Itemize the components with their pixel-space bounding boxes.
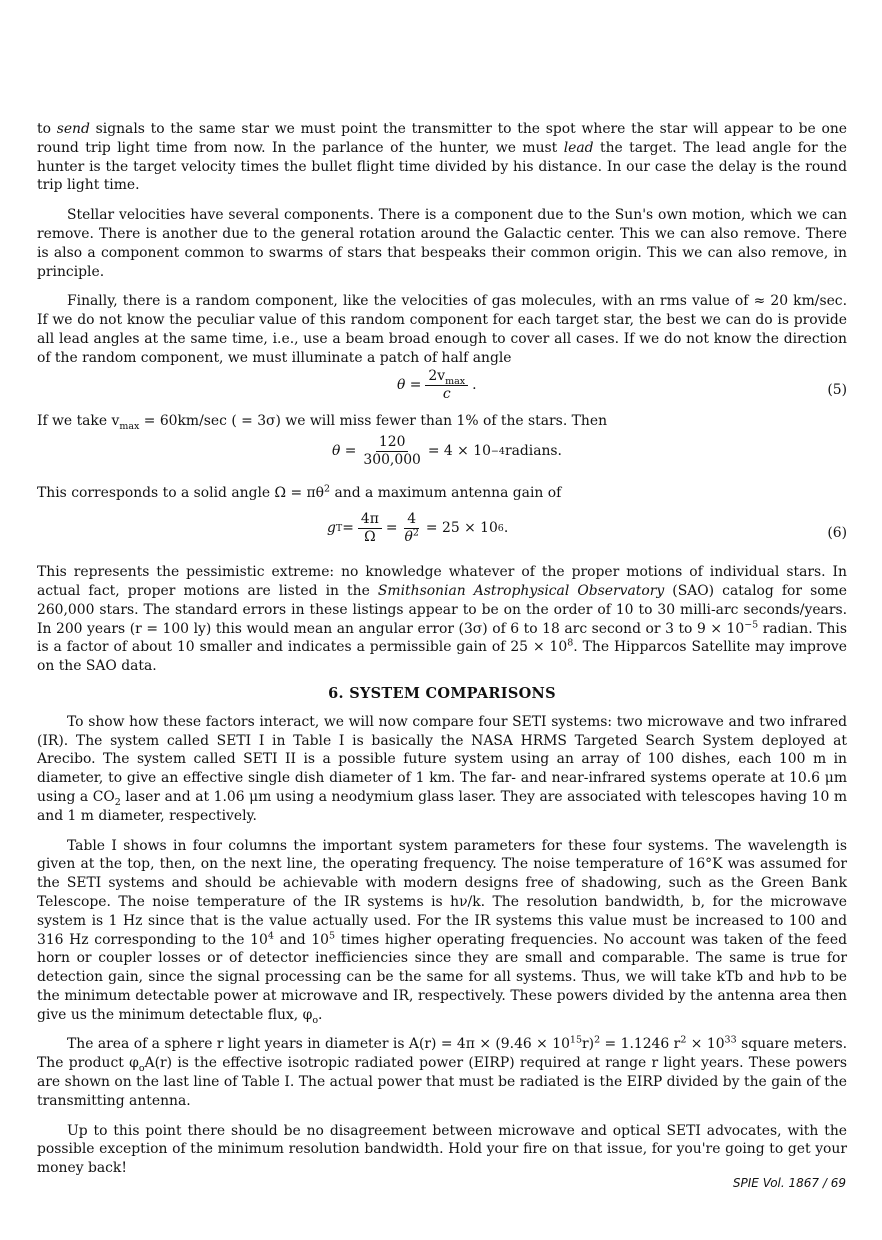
equation-6-number: (6) — [827, 525, 847, 542]
equation-theta: θ = $\frac{120}{300,000}$ = 4 × 10 −4 radians. — [332, 434, 562, 469]
paragraph-sphere-area: The area of a sphere r light years in diameter is $A(r) = 4\pi \times (9.46 \times 10^{15}r)^2 = 1.1246$ $r^2 \times 10^{33}$ square meters. The product $\varphi_oA(r)$ is the effective isotropic radiated power (EIRP) required at range r light years. These powers are shown on the last line of Table I. The actual power that must be radiated is the EIRP divided by the gain of the transmitting antenna. — [37, 1034, 847, 1109]
paragraph-pessimistic: This represents the pessimistic extreme: no knowledge whatever of the proper motions of individual stars. In actual fact, proper motions are listed in the Smithsonian Astrophysical Observatory (SAO) catalog for some 260,000 stars. The standard errors in these listings appear to be on the order of 10 to 30 milli-arc seconds/years. In 200 years (r = 100 ly) this would mean an angular error (3σ) of 6 to 18 arc second or 3 to $9 \times 10^{-5}$ radian. This is a factor of about 10 smaller and indicates a permissible gain of $25 \times 10^8$. The Hipparcos Satellite may improve on the SAO data. — [37, 564, 848, 675]
equation-6: g T = $\frac{4\pi}{\Omega}$ = $\frac{4}{\theta^2}$ = 25 × 10 6 . (6) — [327, 511, 847, 546]
page-footer: SPIE Vol. 1867 / 69 — [732, 1176, 846, 1190]
paragraph-random-component: Finally, there is a random component, like the velocities of gas molecules, with an rms value of ≈ 20 km/sec. If we do not know the peculiar value of this random component for each target star, the best we can do is provide all lead angles at the same time, i.e., use a beam broad enough to cover all cases. If we do not know the direction of the random component, we must illuminate a patch of half angle — [37, 293, 847, 366]
paragraph-lead-angle: to send signals to the same star we must point the transmitter to the spot where the star will appear to be one round trip light time from now. In the parlance of the hunter, we must lead the target. The lead angle for the hunter is the target velocity times the bullet flight time divided by his distance. In our case the delay is the round trip light time. — [37, 121, 847, 194]
equation-5: θ = $\frac{2v_{max}}{c}$ . (5) — [397, 367, 847, 402]
paragraph-four-systems: To show how these factors interact, we will now compare four SETI systems: two microwave and two infrared (IR). The system called SETI I in Table I is basically the NASA HRMS Targeted Search System deployed at Arecibo. The system called SETI II is a possible future system using an array of 100 dishes, each 100 m in diameter, to give an effective single dish diameter of 1 km. The far- and near-infrared systems operate at 10.6 μm using a $CO_2$ laser and at 1.06 μm using a neodymium glass laser. They are associated with telescopes having 10 m and 1 m diameter, respectively. — [37, 713, 847, 824]
paragraph-vmax: If we take $v_{max} = 60km/\sec$ ( = 3σ) we will miss fewer than 1% of the stars. Then — [37, 412, 608, 432]
paragraph-disagreement: Up to this point there should be no disagreement between microwave and optical SETI advocates, with the possible exception of the minimum resolution bandwidth. Hold your fire on that issue, for you're going to get your money back! — [37, 1122, 847, 1177]
paragraph-table-parameters: Table I shows in four columns the important system parameters for these four systems. The wavelength is given at the top, then, on the next line, the operating frequency. The noise temperature of 16°K was assumed for the SETI systems and should be achievable with modern designs free of shadowing, such as the Green Bank Telescope. The noise temperature of the IR systems is hν/k. The resolution bandwidth, b, for the microwave system is 1 Hz since that is the value actually used. For the IR systems this value must be increased to 100 and 316 Hz corresponding to the $10^4$ and $10^5$ times higher operating frequencies. No account was taken of the feed horn or coupler losses or of detector inefficiencies since they are small and comparable. The same is true for detection gain, since the signal processing can be the same for all systems. Thus, we will take kTb and hνb to be the minimum detectable power at microwave and IR, respectively. These powers divided by the antenna area then give us the minimum detectable flux, $\varphi_o$. — [37, 837, 847, 1026]
section-heading: 6. SYSTEM COMPARISONS — [328, 684, 556, 702]
paragraph-solid-angle: This corresponds to a solid angle $\Omega = \pi\theta^2$ and a maximum antenna gain of — [37, 483, 562, 502]
equation-5-number: (5) — [827, 381, 847, 398]
paragraph-stellar-velocities: Stellar velocities have several components. There is a component due to the Sun's own motion, which we can remove. There is another due to the general rotation around the Galactic center. This we can also remove. There is also a component common to swarms of stars that bespeaks their common origin. This we can also remove, in principle. — [37, 207, 847, 280]
page-body — [37, 120, 847, 1178]
